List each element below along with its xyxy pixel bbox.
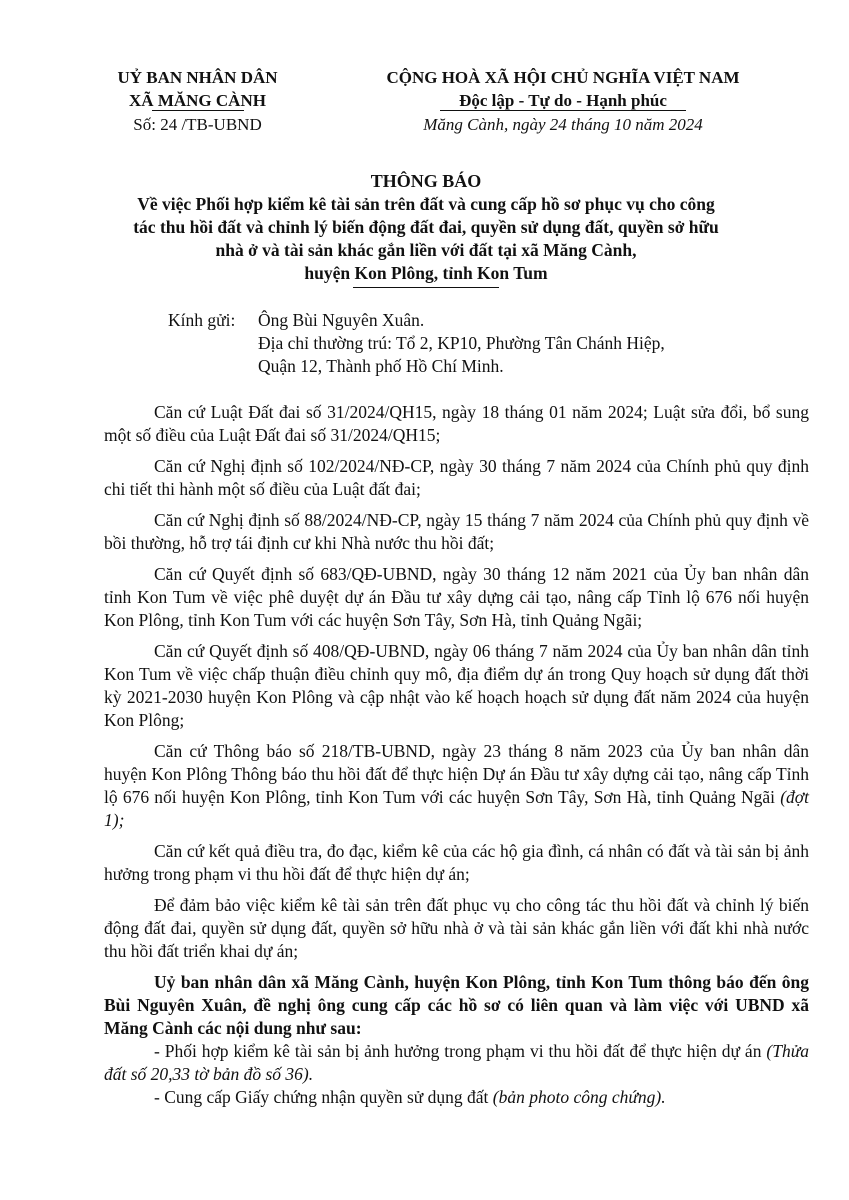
request-item: [104, 1086, 809, 1109]
doc-number-value: 24: [160, 115, 178, 134]
request-item-text: - Cung cấp Giấy chứng nhận quyền sử dụng đất: [154, 1087, 493, 1107]
legal-basis-paragraph: Căn cứ Quyết định số 683/QĐ-UBND, ngày 30 tháng 12 năm 2021 của Ủy ban nhân dân tỉnh Kon Tum về việc phê duyệt dự án Đầu tư xây dựng cải tạo, nâng cấp Tỉnh lộ 676 nối huyện Kon Plông, tỉnh Kon Tum với các huyện Sơn Tây, Sơn Hà, tỉnh Quảng Ngãi;: [104, 564, 809, 630]
agency-line-2: XÃ MĂNG CÀNH: [129, 91, 266, 110]
title-line-4: huyện Kon Plông, tỉnh Kon Tum: [304, 263, 548, 283]
title-line-2: tác thu hồi đất và chỉnh lý biến động đất đai, quyền sử dụng đất, quyền sở hữu: [133, 217, 719, 237]
request-item-note: (Thửa đất số 20,33 tờ bản đồ số 36).: [104, 1041, 809, 1084]
title-line-1: Về việc Phối hợp kiểm kê tài sản trên đất và cung cấp hồ sơ phục vụ cho công: [137, 194, 715, 214]
doc-number-suffix: /TB-UBND: [181, 115, 262, 134]
doc-number-prefix: Số:: [133, 115, 156, 134]
document-title: [98, 170, 754, 288]
recipient-label: Kính gửi:: [168, 310, 236, 330]
paragraph-text: Căn cứ Thông báo số 218/TB-UBND, ngày 23 tháng 8 năm 2023 của Ủy ban nhân dân huyện Kon Plông Thông báo thu hồi đất để thực hiện Dự án Đầu tư xây dựng cải tạo, nâng cấp Tỉnh lộ 676 nối huyện Kon Plông, tỉnh Kon Tum với các huyện Sơn Tây, Sơn Hà, tỉnh Quảng Ngãi: [104, 741, 809, 807]
title-line-3: nhà ở và tài sản khác gắn liền với đất tại xã Măng Cành,: [215, 240, 637, 260]
request-item-text: - Phối hợp kiểm kê tài sản bị ảnh hưởng trong phạm vi thu hồi đất để thực hiện dự án: [154, 1041, 767, 1061]
country-name: CỘNG HOÀ XÃ HỘI CHỦ NGHĨA VIỆT NAM: [386, 68, 740, 87]
legal-basis-paragraph: Căn cứ Quyết định số 408/QĐ-UBND, ngày 06 tháng 7 năm 2024 của Ủy ban nhân dân tỉnh Kon Tum về việc chấp thuận điều chỉnh quy mô, địa điểm dự án trong Quy hoạch sử dụng đất thời kỳ 2021-2030 huyện Kon Plông và cập nhật vào kế hoạch hoạch sử dụng đất năm 2024 của huyện Kon Plông;: [104, 641, 809, 730]
national-motto: Độc lập - Tự do - Hạnh phúc: [459, 91, 667, 110]
issue-date: Măng Cành, ngày 24 tháng 10 năm 2024: [423, 115, 703, 134]
recipient-name: Ông Bùi Nguyên Xuân.: [258, 310, 425, 330]
request-item: [104, 1040, 809, 1086]
document-number: [90, 113, 305, 136]
title-heading: THÔNG BÁO: [370, 171, 482, 191]
recipient-address-line-2: Quận 12, Thành phố Hồ Chí Minh.: [258, 356, 504, 376]
request-item-note: (bản photo công chứng).: [492, 1087, 666, 1107]
purpose-paragraph: Để đảm bảo việc kiểm kê tài sản trên đất phục vụ cho công tác thu hồi đất và chỉnh lý biến động đất đai, quyền sử dụng đất, quyền sở hữu nhà ở và tài sản khác gắn liền với đất khi nhà nước thu hồi đất triển khai dự án;: [104, 895, 809, 961]
notice-paragraph: Uỷ ban nhân dân xã Măng Cành, huyện Kon Plông, tỉnh Kon Tum thông báo đến ông Bùi Nguyên Xuân, đề nghị ông cung cấp các hồ sơ có liên quan và làm việc với UBND xã Măng Cành các nội dung như sau:: [104, 972, 809, 1038]
legal-basis-paragraph: Căn cứ kết quả điều tra, đo đạc, kiểm kê của các hộ gia đình, cá nhân có đất và tài sản bị ảnh hưởng trong phạm vi thu hồi đất để thực hiện dự án;: [104, 841, 809, 884]
issuing-agency-block: [90, 66, 305, 136]
document-body: [104, 401, 809, 1109]
recipient-address-line-1: Địa chỉ thường trú: Tổ 2, KP10, Phường Tân Chánh Hiệp,: [258, 333, 665, 353]
paragraph-italic-note: (đợt 1);: [104, 787, 809, 830]
title-underline: [353, 287, 499, 288]
legal-basis-paragraph: Căn cứ Nghị định số 102/2024/NĐ-CP, ngày 30 tháng 7 năm 2024 của Chính phủ quy định chi tiết thi hành một số điều của Luật đất đai;: [104, 456, 809, 499]
agency-line-1: UỶ BAN NHÂN DÂN: [117, 68, 278, 87]
national-header-block: [348, 66, 778, 136]
legal-basis-paragraph: [104, 740, 809, 832]
legal-basis-paragraph: Căn cứ Nghị định số 88/2024/NĐ-CP, ngày 15 tháng 7 năm 2024 của Chính phủ quy định về bồi thường, hỗ trợ tái định cư khi Nhà nước thu hồi đất;: [104, 510, 809, 553]
legal-basis-paragraph: Căn cứ Luật Đất đai số 31/2024/QH15, ngày 18 tháng 01 năm 2024; Luật sửa đổi, bổ sung một số điều của Luật Đất đai số 31/2024/QH15;: [104, 402, 809, 445]
